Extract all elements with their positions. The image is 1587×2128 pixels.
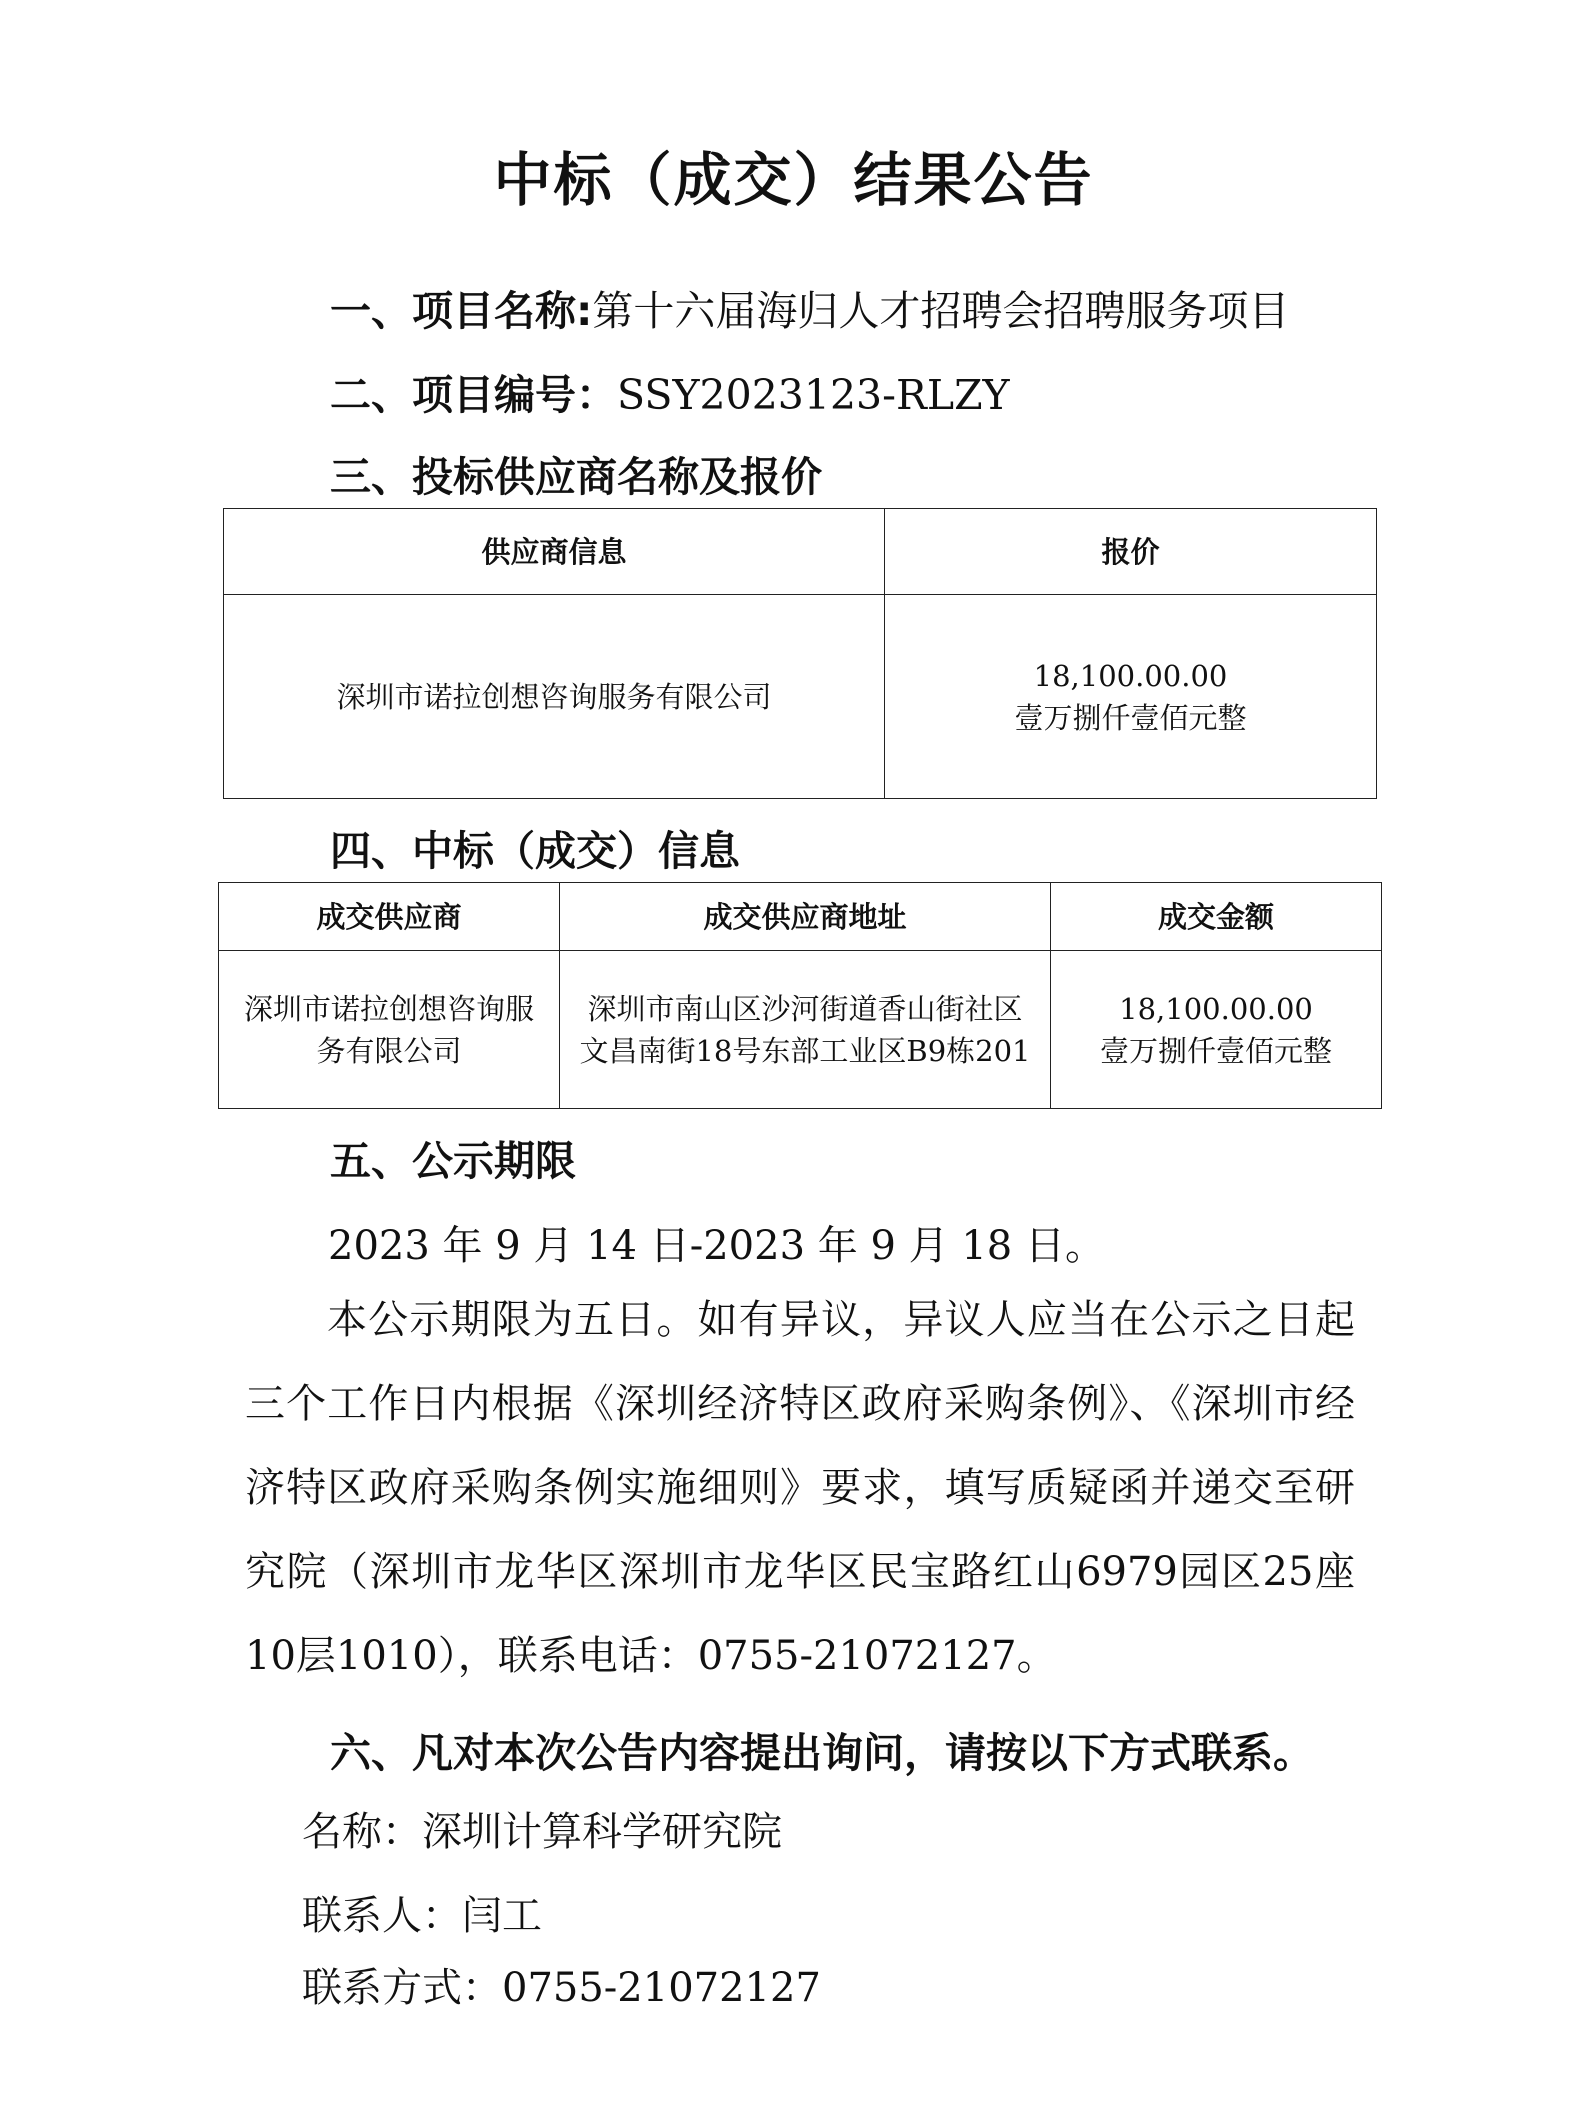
award-table [218,882,1382,1109]
project-number-value: SSY2023123-RLZY [617,371,1010,419]
table-header-row [224,509,1377,595]
bidder-price-number: 18,100.00.00 [1033,658,1228,693]
section-project-number [330,362,1010,421]
bidder-price-text: 壹万捌仟壹佰元整 [1014,700,1247,735]
contact-person: 联系人：闫工 [302,1893,542,1939]
header-supplier-info: 供应商信息 [224,509,885,595]
table-row [219,951,1382,1109]
section-notice-period-heading: 五、公示期限 [330,1137,576,1185]
award-amount-text: 壹万捌仟壹佰元整 [1099,1033,1332,1068]
section-award-heading: 四、中标（成交）信息 [330,827,740,875]
project-number-label: 二、项目编号： [330,371,617,419]
table-row [224,595,1377,799]
notice-period: 2023 年 9 月 14 日-2023 年 9 月 18 日。 [328,1223,1105,1269]
table-header-row [219,883,1382,951]
project-name-value: 第十六届海归人才招聘会招聘服务项目 [592,287,1290,335]
section-bidders-heading: 三、投标供应商名称及报价 [330,453,822,501]
award-supplier: 深圳市诺拉创想咨询服务有限公司 [219,951,560,1109]
award-amount-number: 18,100.00.00 [1119,991,1313,1026]
bidder-price [885,595,1377,799]
header-award-amount: 成交金额 [1051,883,1382,951]
award-address: 深圳市南山区沙河街道香山街社区文昌南街18号东部工业区B9栋201 [560,951,1051,1109]
section-contact-heading: 六、凡对本次公告内容提出询问，请按以下方式联系。 [330,1729,1314,1777]
page-title: 中标（成交）结果公告 [493,146,1094,214]
contact-org-name: 名称：深圳计算科学研究院 [302,1809,782,1855]
bidder-supplier: 深圳市诺拉创想咨询服务有限公司 [224,595,885,799]
section-project-name [330,278,1289,337]
contact-phone: 联系方式：0755-21072127 [302,1965,821,2011]
award-amount [1051,951,1382,1109]
project-name-label: 一、项目名称: [330,287,593,335]
objection-paragraph: 本公示期限为五日。如有异议，异议人应当在公示之日起三个工作日内根据《深圳经济特区政府采购条例》、《深圳市经济特区政府采购条例实施细则》要求，填写质疑函并递交至研究院（深圳市龙华区深圳市龙华区民宝路红山6979园区25座10层1010），联系电话：0755-21072127。 [245,1297,1355,1679]
bidders-table [223,508,1377,799]
header-award-supplier: 成交供应商 [219,883,560,951]
header-award-address: 成交供应商地址 [560,883,1051,951]
header-price: 报价 [885,509,1377,595]
